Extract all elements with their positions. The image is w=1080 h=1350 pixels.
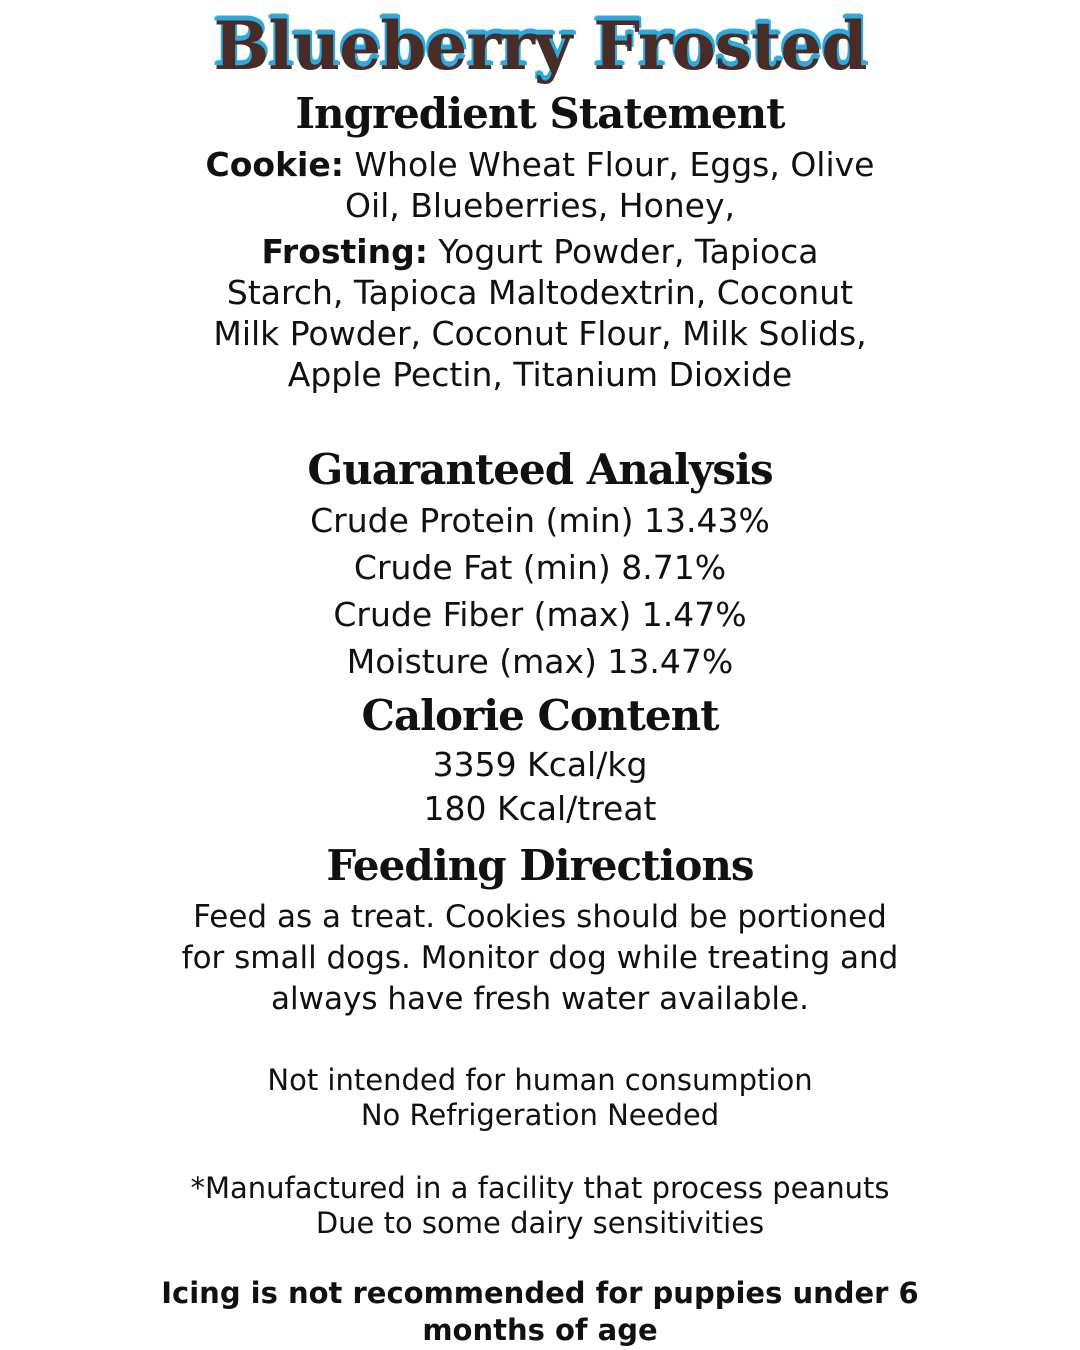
no-refrigeration-note: No Refrigeration Needed — [360, 1098, 720, 1132]
facility-note: *Manufactured in a facility that process peanuts — [190, 1171, 890, 1205]
feeding-text: Feed as a treat. Cookies should be portioned for small dogs. Monitor dog while treating and always have fresh water available. — [181, 899, 899, 1017]
analysis-list — [0, 497, 1080, 685]
feeding-heading: Feeding Directions — [326, 841, 754, 890]
ingredient-heading: Ingredient Statement — [295, 89, 785, 138]
disclaimer — [150, 1171, 930, 1241]
cookie-text: Whole Wheat Flour, Eggs, Olive Oil, Blueberries, Honey, — [343, 145, 875, 225]
frosting-ingredients — [200, 231, 880, 395]
frosting-text: Yogurt Powder, Tapioca Starch, Tapioca Maltodextrin, Coconut Milk Powder, Coconut Flour, Milk Solids, Apple Pectin, Titanium Dioxide — [213, 232, 867, 394]
dairy-note: Due to some dairy sensitivities — [315, 1206, 765, 1240]
not-for-humans-note: Not intended for human consumption — [267, 1063, 813, 1097]
analysis-item-protein: Crude Protein (min) 13.43% — [310, 501, 770, 540]
product-title: Blueberry Frosted — [213, 7, 867, 85]
analysis-item-moisture: Moisture (max) 13.47% — [346, 642, 734, 681]
analysis-item-fat: Crude Fat (min) 8.71% — [353, 548, 727, 587]
calorie-per-kg: 3359 Kcal/kg — [432, 745, 648, 784]
frosting-label: Frosting: — [261, 232, 428, 271]
feeding-notes — [150, 1063, 930, 1133]
calorie-list — [0, 743, 1080, 831]
analysis-heading: Guaranteed Analysis — [307, 445, 773, 494]
calorie-heading: Calorie Content — [361, 691, 719, 740]
puppy-warning: Icing is not recommended for puppies under 6 months of age — [161, 1276, 919, 1347]
cookie-label: Cookie: — [205, 145, 344, 184]
analysis-item-fiber: Crude Fiber (max) 1.47% — [333, 595, 747, 634]
calorie-per-treat: 180 Kcal/treat — [423, 789, 657, 828]
cookie-ingredients — [200, 144, 880, 226]
